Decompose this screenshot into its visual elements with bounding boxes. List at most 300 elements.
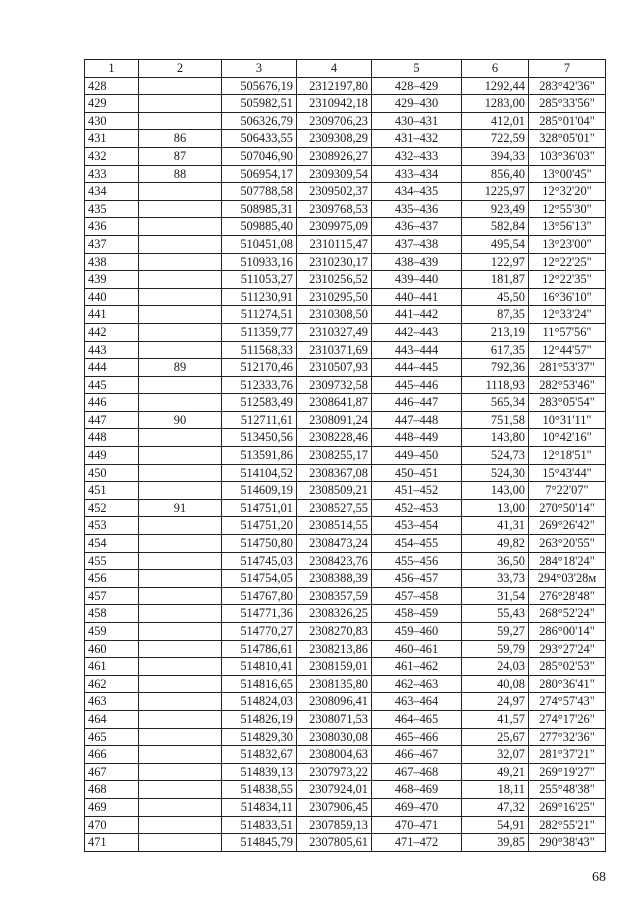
coordinate-x-cell: 514845,79 bbox=[222, 834, 297, 852]
point-number-cell: 451 bbox=[85, 482, 139, 500]
length-cell: 181,87 bbox=[462, 271, 529, 289]
table-row bbox=[85, 781, 606, 799]
length-cell: 18,11 bbox=[462, 781, 529, 799]
secondary-number-cell bbox=[139, 271, 222, 289]
coordinate-x-cell: 514745,03 bbox=[222, 552, 297, 570]
length-cell: 55,43 bbox=[462, 605, 529, 623]
segment-cell: 457–458 bbox=[372, 587, 462, 605]
coordinate-y-cell: 2310371,69 bbox=[297, 341, 372, 359]
length-cell: 856,40 bbox=[462, 165, 529, 183]
direction-angle-cell: 7°22'07" bbox=[529, 482, 606, 500]
length-cell: 617,35 bbox=[462, 341, 529, 359]
length-cell: 59,79 bbox=[462, 640, 529, 658]
secondary-number-cell: 87 bbox=[139, 147, 222, 165]
secondary-number-cell bbox=[139, 535, 222, 553]
coordinate-x-cell: 511568,33 bbox=[222, 341, 297, 359]
secondary-number-cell bbox=[139, 200, 222, 218]
direction-angle-cell: 293°27'24" bbox=[529, 640, 606, 658]
table-row bbox=[85, 147, 606, 165]
table-row bbox=[85, 77, 606, 95]
header-cell: 4 bbox=[297, 60, 372, 78]
table-row bbox=[85, 693, 606, 711]
segment-cell: 438–439 bbox=[372, 253, 462, 271]
coordinate-x-cell: 514751,20 bbox=[222, 517, 297, 535]
point-number-cell: 433 bbox=[85, 165, 139, 183]
segment-cell: 429–430 bbox=[372, 95, 462, 113]
point-number-cell: 441 bbox=[85, 306, 139, 324]
coordinate-x-cell: 506954,17 bbox=[222, 165, 297, 183]
table-row bbox=[85, 710, 606, 728]
coordinate-y-cell: 2310942,18 bbox=[297, 95, 372, 113]
direction-angle-cell: 12°32'20" bbox=[529, 183, 606, 201]
point-number-cell: 452 bbox=[85, 499, 139, 517]
length-cell: 524,73 bbox=[462, 447, 529, 465]
direction-angle-cell: 269°16'25" bbox=[529, 798, 606, 816]
coordinate-x-cell: 505982,51 bbox=[222, 95, 297, 113]
direction-angle-cell: 12°18'51" bbox=[529, 447, 606, 465]
length-cell: 565,34 bbox=[462, 394, 529, 412]
coordinate-x-cell: 506326,79 bbox=[222, 112, 297, 130]
secondary-number-cell bbox=[139, 640, 222, 658]
direction-angle-cell: 284°18'24" bbox=[529, 552, 606, 570]
coordinate-x-cell: 514104,52 bbox=[222, 464, 297, 482]
direction-angle-cell: 282°53'46" bbox=[529, 376, 606, 394]
segment-cell: 446–447 bbox=[372, 394, 462, 412]
coordinate-y-cell: 2308213,86 bbox=[297, 640, 372, 658]
direction-angle-cell: 13°23'00" bbox=[529, 235, 606, 253]
length-cell: 25,67 bbox=[462, 728, 529, 746]
point-number-cell: 434 bbox=[85, 183, 139, 201]
secondary-number-cell bbox=[139, 288, 222, 306]
coordinate-y-cell: 2309502,37 bbox=[297, 183, 372, 201]
coordinate-x-cell: 514770,27 bbox=[222, 623, 297, 641]
direction-angle-cell: 10°31'11" bbox=[529, 411, 606, 429]
coordinate-x-cell: 514816,65 bbox=[222, 675, 297, 693]
coordinate-x-cell: 514838,55 bbox=[222, 781, 297, 799]
segment-cell: 470–471 bbox=[372, 816, 462, 834]
secondary-number-cell bbox=[139, 306, 222, 324]
length-cell: 36,50 bbox=[462, 552, 529, 570]
secondary-number-cell: 90 bbox=[139, 411, 222, 429]
header-cell: 3 bbox=[222, 60, 297, 78]
length-cell: 49,21 bbox=[462, 763, 529, 781]
direction-angle-cell: 15°43'44" bbox=[529, 464, 606, 482]
table-row bbox=[85, 728, 606, 746]
coordinate-x-cell: 514839,13 bbox=[222, 763, 297, 781]
secondary-number-cell: 86 bbox=[139, 130, 222, 148]
point-number-cell: 435 bbox=[85, 200, 139, 218]
direction-angle-cell: 276°28'48" bbox=[529, 587, 606, 605]
table-body bbox=[85, 60, 606, 852]
point-number-cell: 436 bbox=[85, 218, 139, 236]
coordinate-y-cell: 2308030,08 bbox=[297, 728, 372, 746]
secondary-number-cell bbox=[139, 464, 222, 482]
secondary-number-cell bbox=[139, 517, 222, 535]
length-cell: 31,54 bbox=[462, 587, 529, 605]
coordinate-x-cell: 511274,51 bbox=[222, 306, 297, 324]
table-row bbox=[85, 587, 606, 605]
coordinate-x-cell: 514832,67 bbox=[222, 746, 297, 764]
secondary-number-cell bbox=[139, 587, 222, 605]
coordinate-x-cell: 513591,86 bbox=[222, 447, 297, 465]
table-row bbox=[85, 816, 606, 834]
coordinate-y-cell: 2310327,49 bbox=[297, 323, 372, 341]
segment-cell: 456–457 bbox=[372, 570, 462, 588]
table-row bbox=[85, 482, 606, 500]
coordinate-x-cell: 512333,76 bbox=[222, 376, 297, 394]
table-row bbox=[85, 798, 606, 816]
table-row bbox=[85, 130, 606, 148]
table-row bbox=[85, 658, 606, 676]
direction-angle-cell: 103°36'03" bbox=[529, 147, 606, 165]
secondary-number-cell bbox=[139, 781, 222, 799]
coordinate-y-cell: 2308514,55 bbox=[297, 517, 372, 535]
segment-cell: 461–462 bbox=[372, 658, 462, 676]
direction-angle-cell: 294°03'28м bbox=[529, 570, 606, 588]
direction-angle-cell: 281°53'37" bbox=[529, 359, 606, 377]
table-row bbox=[85, 605, 606, 623]
table-row bbox=[85, 623, 606, 641]
table-row bbox=[85, 271, 606, 289]
direction-angle-cell: 285°02'53" bbox=[529, 658, 606, 676]
segment-cell: 449–450 bbox=[372, 447, 462, 465]
coordinate-y-cell: 2310308,50 bbox=[297, 306, 372, 324]
segment-cell: 460–461 bbox=[372, 640, 462, 658]
segment-cell: 441–442 bbox=[372, 306, 462, 324]
direction-angle-cell: 285°01'04" bbox=[529, 112, 606, 130]
table-row bbox=[85, 535, 606, 553]
secondary-number-cell bbox=[139, 95, 222, 113]
table-row bbox=[85, 306, 606, 324]
coordinate-y-cell: 2307906,45 bbox=[297, 798, 372, 816]
header-cell: 5 bbox=[372, 60, 462, 78]
table-header-row bbox=[85, 60, 606, 78]
length-cell: 143,80 bbox=[462, 429, 529, 447]
header-cell: 6 bbox=[462, 60, 529, 78]
header-cell: 1 bbox=[85, 60, 139, 78]
direction-angle-cell: 269°19'27" bbox=[529, 763, 606, 781]
coordinate-y-cell: 2308641,87 bbox=[297, 394, 372, 412]
secondary-number-cell bbox=[139, 746, 222, 764]
direction-angle-cell: 12°22'25" bbox=[529, 253, 606, 271]
length-cell: 722,59 bbox=[462, 130, 529, 148]
length-cell: 1283,00 bbox=[462, 95, 529, 113]
segment-cell: 458–459 bbox=[372, 605, 462, 623]
direction-angle-cell: 277°32'36" bbox=[529, 728, 606, 746]
coordinate-x-cell: 514829,30 bbox=[222, 728, 297, 746]
table-row bbox=[85, 464, 606, 482]
header-cell: 7 bbox=[529, 60, 606, 78]
secondary-number-cell bbox=[139, 376, 222, 394]
table-row bbox=[85, 640, 606, 658]
direction-angle-cell: 285°33'56" bbox=[529, 95, 606, 113]
direction-angle-cell: 283°42'36" bbox=[529, 77, 606, 95]
segment-cell: 444–445 bbox=[372, 359, 462, 377]
coordinate-x-cell: 511230,91 bbox=[222, 288, 297, 306]
direction-angle-cell: 13°00'45" bbox=[529, 165, 606, 183]
segment-cell: 469–470 bbox=[372, 798, 462, 816]
coordinate-x-cell: 512583,49 bbox=[222, 394, 297, 412]
table-row bbox=[85, 253, 606, 271]
table-row bbox=[85, 570, 606, 588]
length-cell: 41,31 bbox=[462, 517, 529, 535]
secondary-number-cell bbox=[139, 658, 222, 676]
point-number-cell: 466 bbox=[85, 746, 139, 764]
table-row bbox=[85, 834, 606, 852]
coordinate-y-cell: 2308423,76 bbox=[297, 552, 372, 570]
point-number-cell: 438 bbox=[85, 253, 139, 271]
segment-cell: 434–435 bbox=[372, 183, 462, 201]
coordinate-y-cell: 2308367,08 bbox=[297, 464, 372, 482]
point-number-cell: 461 bbox=[85, 658, 139, 676]
secondary-number-cell bbox=[139, 447, 222, 465]
secondary-number-cell bbox=[139, 710, 222, 728]
segment-cell: 466–467 bbox=[372, 746, 462, 764]
coordinate-y-cell: 2308004,63 bbox=[297, 746, 372, 764]
coordinate-x-cell: 514771,36 bbox=[222, 605, 297, 623]
direction-angle-cell: 282°55'21" bbox=[529, 816, 606, 834]
table-row bbox=[85, 552, 606, 570]
point-number-cell: 454 bbox=[85, 535, 139, 553]
coordinate-x-cell: 510451,08 bbox=[222, 235, 297, 253]
length-cell: 1118,93 bbox=[462, 376, 529, 394]
point-number-cell: 468 bbox=[85, 781, 139, 799]
coordinate-y-cell: 2309308,29 bbox=[297, 130, 372, 148]
point-number-cell: 455 bbox=[85, 552, 139, 570]
table-row bbox=[85, 675, 606, 693]
segment-cell: 450–451 bbox=[372, 464, 462, 482]
direction-angle-cell: 328°05'01" bbox=[529, 130, 606, 148]
segment-cell: 443–444 bbox=[372, 341, 462, 359]
secondary-number-cell bbox=[139, 552, 222, 570]
direction-angle-cell: 280°36'41" bbox=[529, 675, 606, 693]
coordinate-x-cell: 507046,90 bbox=[222, 147, 297, 165]
coordinate-x-cell: 514834,11 bbox=[222, 798, 297, 816]
point-number-cell: 428 bbox=[85, 77, 139, 95]
coordinate-x-cell: 508985,31 bbox=[222, 200, 297, 218]
point-number-cell: 432 bbox=[85, 147, 139, 165]
secondary-number-cell bbox=[139, 112, 222, 130]
table-row bbox=[85, 95, 606, 113]
coordinate-x-cell: 511359,77 bbox=[222, 323, 297, 341]
secondary-number-cell bbox=[139, 728, 222, 746]
direction-angle-cell: 281°37'21" bbox=[529, 746, 606, 764]
table-row bbox=[85, 183, 606, 201]
length-cell: 33,73 bbox=[462, 570, 529, 588]
point-number-cell: 458 bbox=[85, 605, 139, 623]
coordinate-x-cell: 512170,46 bbox=[222, 359, 297, 377]
coordinate-y-cell: 2310507,93 bbox=[297, 359, 372, 377]
secondary-number-cell bbox=[139, 429, 222, 447]
coordinate-y-cell: 2309309,54 bbox=[297, 165, 372, 183]
coordinate-y-cell: 2310230,17 bbox=[297, 253, 372, 271]
direction-angle-cell: 274°57'43" bbox=[529, 693, 606, 711]
coordinate-y-cell: 2308096,41 bbox=[297, 693, 372, 711]
segment-cell: 454–455 bbox=[372, 535, 462, 553]
table-row bbox=[85, 341, 606, 359]
coordinate-y-cell: 2308159,01 bbox=[297, 658, 372, 676]
coordinate-y-cell: 2308326,25 bbox=[297, 605, 372, 623]
length-cell: 751,58 bbox=[462, 411, 529, 429]
direction-angle-cell: 13°56'13" bbox=[529, 218, 606, 236]
direction-angle-cell: 270°50'14" bbox=[529, 499, 606, 517]
table-row bbox=[85, 746, 606, 764]
length-cell: 524,30 bbox=[462, 464, 529, 482]
direction-angle-cell: 10°42'16" bbox=[529, 429, 606, 447]
direction-angle-cell: 12°44'57" bbox=[529, 341, 606, 359]
length-cell: 32,07 bbox=[462, 746, 529, 764]
coordinate-y-cell: 2309768,53 bbox=[297, 200, 372, 218]
coordinate-y-cell: 2308091,24 bbox=[297, 411, 372, 429]
coordinate-x-cell: 514754,05 bbox=[222, 570, 297, 588]
segment-cell: 464–465 bbox=[372, 710, 462, 728]
point-number-cell: 470 bbox=[85, 816, 139, 834]
point-number-cell: 456 bbox=[85, 570, 139, 588]
direction-angle-cell: 12°22'35" bbox=[529, 271, 606, 289]
secondary-number-cell: 89 bbox=[139, 359, 222, 377]
point-number-cell: 469 bbox=[85, 798, 139, 816]
secondary-number-cell bbox=[139, 570, 222, 588]
segment-cell: 431–432 bbox=[372, 130, 462, 148]
coordinate-x-cell: 510933,16 bbox=[222, 253, 297, 271]
secondary-number-cell bbox=[139, 798, 222, 816]
coordinate-y-cell: 2308228,46 bbox=[297, 429, 372, 447]
point-number-cell: 444 bbox=[85, 359, 139, 377]
coordinate-x-cell: 514609,19 bbox=[222, 482, 297, 500]
coordinate-y-cell: 2308527,55 bbox=[297, 499, 372, 517]
secondary-number-cell bbox=[139, 816, 222, 834]
secondary-number-cell: 91 bbox=[139, 499, 222, 517]
point-number-cell: 448 bbox=[85, 429, 139, 447]
coordinate-y-cell: 2312197,80 bbox=[297, 77, 372, 95]
segment-cell: 452–453 bbox=[372, 499, 462, 517]
coordinate-y-cell: 2309975,09 bbox=[297, 218, 372, 236]
coordinate-y-cell: 2308270,83 bbox=[297, 623, 372, 641]
coordinate-y-cell: 2308255,17 bbox=[297, 447, 372, 465]
length-cell: 45,50 bbox=[462, 288, 529, 306]
secondary-number-cell bbox=[139, 77, 222, 95]
coordinate-y-cell: 2308509,21 bbox=[297, 482, 372, 500]
table-row bbox=[85, 112, 606, 130]
point-number-cell: 439 bbox=[85, 271, 139, 289]
coordinate-x-cell: 505676,19 bbox=[222, 77, 297, 95]
length-cell: 394,33 bbox=[462, 147, 529, 165]
segment-cell: 447–448 bbox=[372, 411, 462, 429]
secondary-number-cell bbox=[139, 183, 222, 201]
length-cell: 59,27 bbox=[462, 623, 529, 641]
table-row bbox=[85, 165, 606, 183]
direction-angle-cell: 12°33'24" bbox=[529, 306, 606, 324]
length-cell: 1225,97 bbox=[462, 183, 529, 201]
coordinate-y-cell: 2310295,50 bbox=[297, 288, 372, 306]
segment-cell: 465–466 bbox=[372, 728, 462, 746]
table-row bbox=[85, 499, 606, 517]
coordinate-y-cell: 2308071,53 bbox=[297, 710, 372, 728]
coordinate-y-cell: 2308135,80 bbox=[297, 675, 372, 693]
length-cell: 582,84 bbox=[462, 218, 529, 236]
point-number-cell: 463 bbox=[85, 693, 139, 711]
length-cell: 49,82 bbox=[462, 535, 529, 553]
direction-angle-cell: 263°20'55" bbox=[529, 535, 606, 553]
segment-cell: 442–443 bbox=[372, 323, 462, 341]
segment-cell: 463–464 bbox=[372, 693, 462, 711]
segment-cell: 471–472 bbox=[372, 834, 462, 852]
point-number-cell: 446 bbox=[85, 394, 139, 412]
coordinate-x-cell: 506433,55 bbox=[222, 130, 297, 148]
point-number-cell: 449 bbox=[85, 447, 139, 465]
coordinate-x-cell: 511053,27 bbox=[222, 271, 297, 289]
direction-angle-cell: 290°38'43" bbox=[529, 834, 606, 852]
coordinate-y-cell: 2307805,61 bbox=[297, 834, 372, 852]
coordinate-y-cell: 2308926,27 bbox=[297, 147, 372, 165]
segment-cell: 462–463 bbox=[372, 675, 462, 693]
table-row bbox=[85, 288, 606, 306]
secondary-number-cell bbox=[139, 693, 222, 711]
direction-angle-cell: 11°57'56" bbox=[529, 323, 606, 341]
length-cell: 495,54 bbox=[462, 235, 529, 253]
secondary-number-cell bbox=[139, 623, 222, 641]
segment-cell: 451–452 bbox=[372, 482, 462, 500]
point-number-cell: 467 bbox=[85, 763, 139, 781]
coordinate-y-cell: 2307973,22 bbox=[297, 763, 372, 781]
segment-cell: 459–460 bbox=[372, 623, 462, 641]
segment-cell: 445–446 bbox=[372, 376, 462, 394]
secondary-number-cell bbox=[139, 218, 222, 236]
length-cell: 923,49 bbox=[462, 200, 529, 218]
point-number-cell: 437 bbox=[85, 235, 139, 253]
table-row bbox=[85, 218, 606, 236]
coordinate-x-cell: 507788,58 bbox=[222, 183, 297, 201]
point-number-cell: 460 bbox=[85, 640, 139, 658]
direction-angle-cell: 269°26'42" bbox=[529, 517, 606, 535]
coordinates-table bbox=[84, 59, 606, 852]
secondary-number-cell bbox=[139, 235, 222, 253]
length-cell: 13,00 bbox=[462, 499, 529, 517]
length-cell: 40,08 bbox=[462, 675, 529, 693]
point-number-cell: 465 bbox=[85, 728, 139, 746]
point-number-cell: 443 bbox=[85, 341, 139, 359]
header-cell: 2 bbox=[139, 60, 222, 78]
segment-cell: 435–436 bbox=[372, 200, 462, 218]
direction-angle-cell: 286°00'14" bbox=[529, 623, 606, 641]
segment-cell: 433–434 bbox=[372, 165, 462, 183]
length-cell: 54,91 bbox=[462, 816, 529, 834]
coordinate-x-cell: 514810,41 bbox=[222, 658, 297, 676]
length-cell: 87,35 bbox=[462, 306, 529, 324]
direction-angle-cell: 255°48'38" bbox=[529, 781, 606, 799]
coordinate-y-cell: 2309732,58 bbox=[297, 376, 372, 394]
coordinate-x-cell: 514767,80 bbox=[222, 587, 297, 605]
coordinate-y-cell: 2307859,13 bbox=[297, 816, 372, 834]
segment-cell: 437–438 bbox=[372, 235, 462, 253]
direction-angle-cell: 283°05'54" bbox=[529, 394, 606, 412]
secondary-number-cell bbox=[139, 834, 222, 852]
segment-cell: 436–437 bbox=[372, 218, 462, 236]
direction-angle-cell: 274°17'26" bbox=[529, 710, 606, 728]
length-cell: 143,00 bbox=[462, 482, 529, 500]
table-row bbox=[85, 323, 606, 341]
length-cell: 1292,44 bbox=[462, 77, 529, 95]
coordinate-x-cell: 514833,51 bbox=[222, 816, 297, 834]
table-row bbox=[85, 235, 606, 253]
point-number-cell: 450 bbox=[85, 464, 139, 482]
page-number: 68 bbox=[592, 870, 606, 885]
coordinate-x-cell: 514826,19 bbox=[222, 710, 297, 728]
direction-angle-cell: 16°36'10" bbox=[529, 288, 606, 306]
point-number-cell: 442 bbox=[85, 323, 139, 341]
segment-cell: 430–431 bbox=[372, 112, 462, 130]
direction-angle-cell: 12°55'30" bbox=[529, 200, 606, 218]
